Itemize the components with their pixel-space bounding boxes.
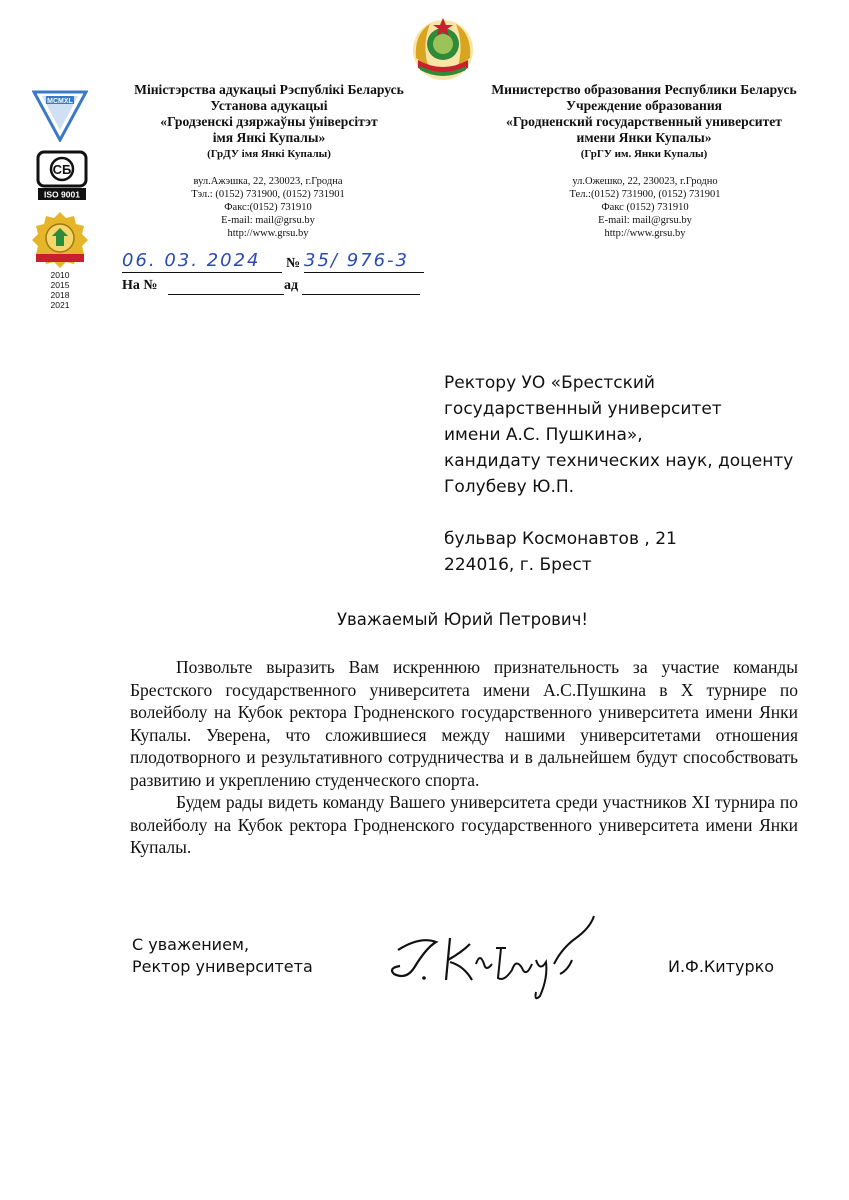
award-year: 2021 [50,300,70,310]
university-name-by-2: імя Янкі Купалы» [212,130,326,145]
website-ru: http://www.grsu.by [604,228,686,239]
mcmxl-badge [32,88,88,142]
state-emblem [408,14,478,86]
ministry-by: Міністэрства адукацыі Рэспублікі Беларусь [134,82,404,97]
address-belarusian [168,175,368,240]
award-years [40,270,80,310]
phone-ru: Тел.:(0152) 731900, (0152) 731901 [569,189,721,200]
university-abbr-by: (ГрДУ імя Янкі Купалы) [207,148,331,160]
emblem-icon [408,14,478,86]
paragraph: Будем рады видеть команду Вашего университета среди участников XI турнира по волейболу на Кубок ректора Гродненского государственного университета имени Янки Купалы. [130,792,798,857]
ministry-ru: Министерство образования Республики Беларусь [491,82,797,97]
institution-type-ru: Учреждение образования [565,98,723,113]
signature-icon [380,908,610,1003]
recipient-line: кандидату технических наук, доценту [444,451,794,471]
letter-body [130,656,798,859]
recipient-line: Голубеву Ю.П. [444,477,575,497]
recipient-line: имени А.С. Пушкина», [444,425,643,445]
recipient-line: Ректору УО «Брестский [444,373,655,393]
iso-text: ISO 9001 [44,189,80,200]
award-year: 2018 [50,290,70,300]
mcmxl-text: MCMXL [47,98,73,105]
reply-to-date [302,278,420,295]
fax-ru: Факс (0152) 731910 [601,202,689,213]
svg-text:СБ: СБ [52,162,72,177]
closing: С уважением, [132,935,250,954]
header-belarusian [108,82,430,162]
website-by: http://www.grsu.by [227,228,309,239]
university-name-ru-2: имени Янки Купалы» [576,130,712,145]
award-icon [30,210,90,270]
reply-to-number [168,278,284,295]
university-name-by: «Гродзенскі дзяржаўны ўніверсітэт [160,114,378,129]
certification-icon [36,150,88,202]
handwritten-signature [380,908,610,1003]
email-by: E-mail: mail@grsu.by [221,215,315,226]
address-russian [545,175,745,240]
recipient-street: бульвар Космонавтов , 21 [444,529,677,549]
award-year: 2010 [50,270,70,280]
street-by: вул.Ажэшка, 22, 230023, г.Гродна [193,176,343,187]
closing-block [132,934,392,978]
signer-name: И.Ф.Китурко [668,957,775,976]
fax-by: Факс:(0152) 731910 [224,202,312,213]
number-label: № [286,256,301,271]
phone-by: Тэл.: (0152) 731900, (0152) 731901 [191,189,345,200]
street-ru: ул.Ожешко, 22, 230023, г.Гродно [572,176,718,187]
university-abbr-ru: (ГрГУ им. Янки Купалы) [580,148,708,160]
reply-to-label: На № [122,278,158,293]
institution-type-by: Установа адукацыі [210,98,328,113]
paragraph: Позвольте выразить Вам искреннюю признательность за участие команды Брестского государственного университета имени А.С.Пушкина в X турнире по волейболу на Кубок ректора Гродненского государственного университета имени Янки Купалы. Уверена, что сложившиеся между нашими университетами отношения плодотворного и результативного сотрудничества и в дальнейшем будут способствовать развитию и укреплению студенческого спорта. [130,657,798,790]
registration-block [118,250,438,300]
greeting: Уважаемый Юрий Петрович! [337,610,588,629]
iso-badge [36,150,88,202]
email-ru: E-mail: mail@grsu.by [598,215,692,226]
university-logo-icon [32,88,88,142]
header-russian [466,82,822,162]
quality-award-badge [30,210,90,270]
university-name-ru: «Гродненский государственный университет [506,114,782,129]
award-year: 2015 [50,280,70,290]
registration-date: 06. 03. 2024 [122,250,282,273]
recipient-block [444,370,824,578]
from-label: ад [284,278,299,293]
recipient-city: 224016, г. Брест [444,555,592,575]
registration-number: 35/ 976-3 [304,250,424,273]
recipient-line: государственный университет [444,399,722,419]
signer-position: Ректор университета [132,957,313,976]
